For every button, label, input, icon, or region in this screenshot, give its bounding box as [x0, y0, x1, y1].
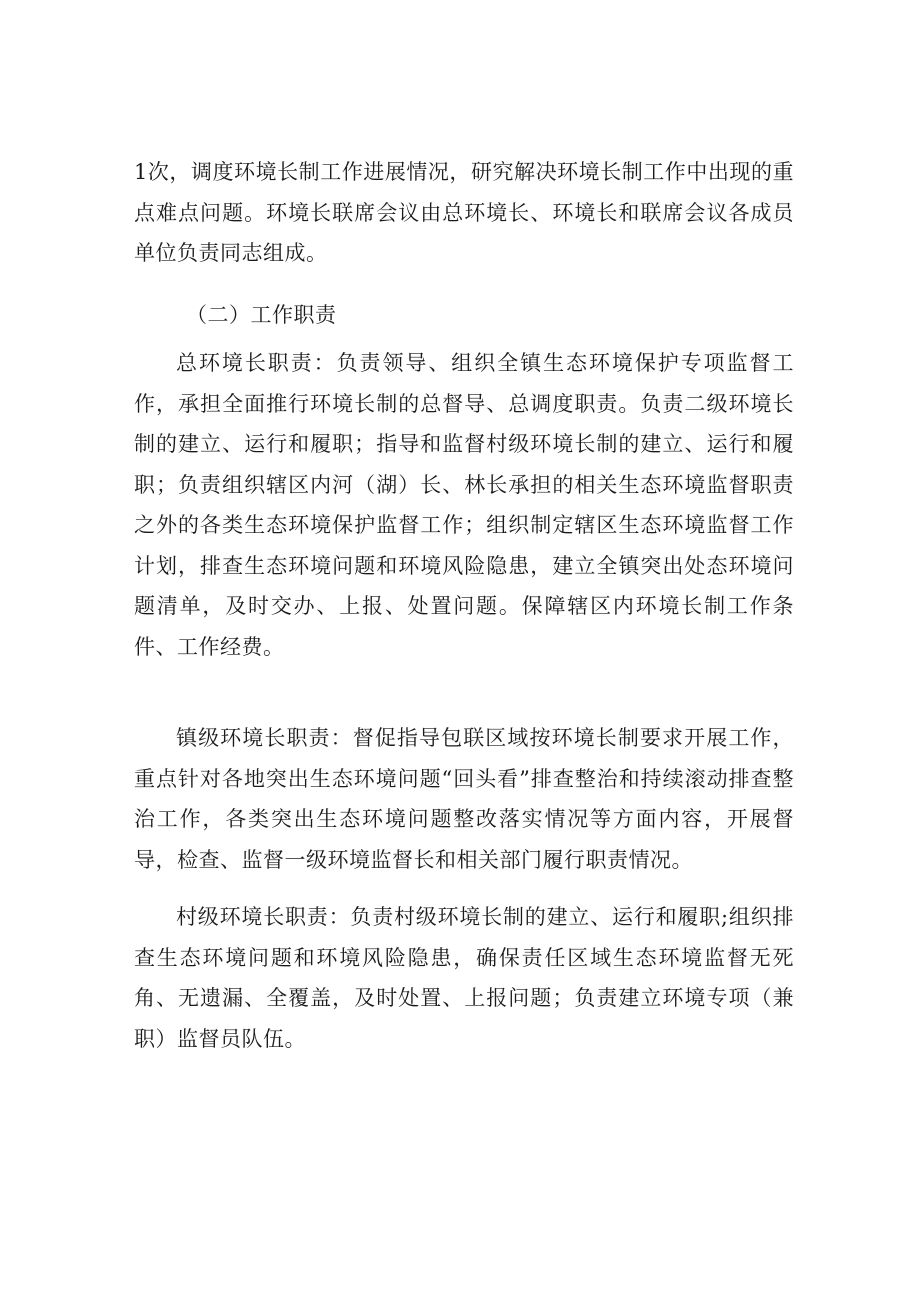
- paragraph-village-level-duties: 村级环境长职责：负责村级环境长制的建立、运行和履职;组织排查生态环境问题和环境风险隐患，确保责任区域生态环境监督无死角、无遗漏、全覆盖，及时处置、上报问题；负责建立环境专项（兼职）监督员队伍。: [134, 905, 794, 1051]
- paragraph-chief-environment-duties: 总环境长职责：负责领导、组织全镇生态环境保护专项监督工作，承担全面推行环境长制的总督导、总调度职责。负责二级环境长制的建立、运行和履职；指导和监督村级环境长制的建立、运行和履职；负责组织辖区内河（湖）长、林长承担的相关生态环境监督职责之外的各类生态环境保护监督工作；组织制定辖区生态环境监督工作计划，排查生态环境问题和环境风险隐患，建立全镇突出处态环境问题清单，及时交办、上报、处置问题。保障辖区内环境长制工作条件、工作经费。: [134, 351, 794, 659]
- paragraph-town-level-duties: 镇级环境长职责：督促指导包联区域按环境长制要求开展工作，重点针对各地突出生态环境问题“回头看”排查整治和持续滚动排查整治工作，各类突出生态环境问题整改落实情况等方面内容，开展督导，检查、监督一级环境监督长和相关部门履行职责情况。: [134, 726, 794, 872]
- paragraph-meeting-schedule: 1次，调度环境长制工作进展情况，研究解决环境长制工作中出现的重点难点问题。环境长联席会议由总环境长、环境长和联席会议各成员单位负责同志组成。: [134, 160, 794, 265]
- section-heading-work-duties: （二）工作职责: [186, 303, 337, 327]
